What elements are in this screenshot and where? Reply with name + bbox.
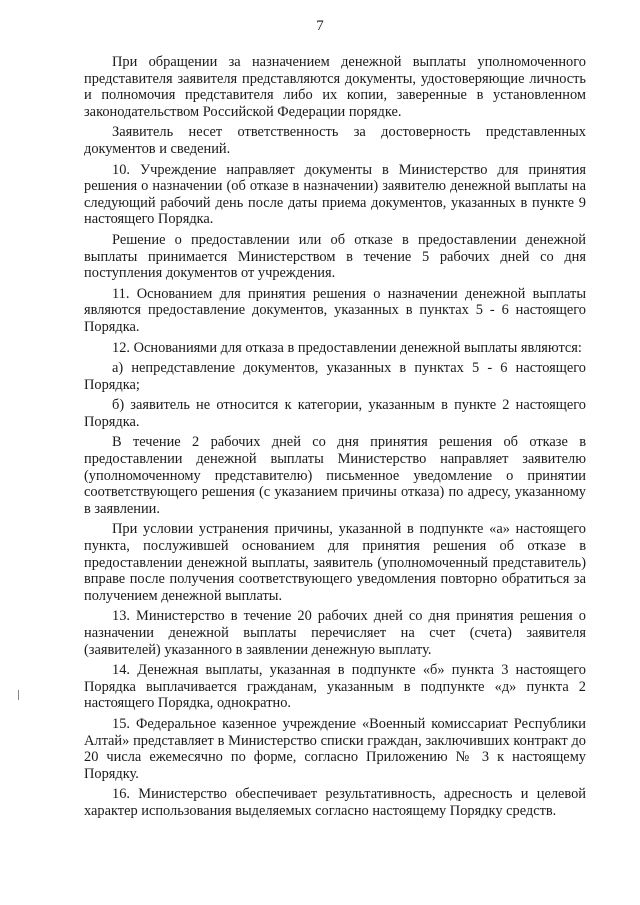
paragraph-applicant-responsibility: Заявитель несет ответственность за достоверность представленных документов и сведений.	[84, 124, 586, 157]
paragraph-refusal-notice: В течение 2 рабочих дней со дня принятия решения об отказе в предоставлении денежной выплаты Министерство направляет заявителю (уполномоченному представителю) письменное уведомление о принятии соответствующего решения (с указанием причины отказа) по адресу, указанному в заявлении.	[84, 434, 586, 517]
paragraph-decision-term: Решение о предоставлении или об отказе в предоставлении денежной выплаты принимается Министерством в течение 5 рабочих дней со дня поступления документов от учреждения.	[84, 231, 586, 282]
paragraph-item-12-b: б) заявитель не относится к категории, указанным в пункте 2 настоящего Порядка.	[84, 397, 586, 430]
page-number: 7	[316, 18, 324, 34]
document-body	[84, 54, 586, 824]
paragraph-item-15: 15. Федеральное казенное учреждение «Военный комиссариат Республики Алтай» представляет в Министерство списки граждан, заключивших контракт до 20 числа ежемесячно по форме, согласно Приложению № 3 к настоящему Порядку.	[84, 715, 586, 782]
paragraph-resubmission: При условии устранения причины, указанной в подпункте «а» настоящего пункта, послужившей основанием для принятия решения об отказе в предоставлении денежной выплаты, заявитель (уполномоченный представитель) вправе после получения соответствующего уведомления повторно обратиться за получением денежной выплаты.	[84, 521, 586, 604]
paragraph-item-14: 14. Денежная выплаты, указанная в подпункте «б» пункта 3 настоящего Порядка выплачивается гражданам, указанным в подпункте «д» пункта 2 настоящего Порядка, однократно.	[84, 662, 586, 712]
paragraph-item-16: 16. Министерство обеспечивает результативность, адресность и целевой характер использования выделяемых согласно настоящему Порядку средств.	[84, 786, 586, 819]
paragraph-representative-documents: При обращении за назначением денежной выплаты уполномоченного представителя заявителя представляются документы, удостоверяющие личность и полномочия представителя либо их копии, заверенные в установленном законодательством Российской Федерации порядке.	[84, 54, 586, 120]
paragraph-item-12-a: а) непредставление документов, указанных в пунктах 5 - 6 настоящего Порядка;	[84, 360, 586, 393]
scan-margin-mark	[18, 690, 19, 700]
paragraph-item-10: 10. Учреждение направляет документы в Министерство для принятия решения о назначении (об отказе в назначении) заявителю денежной выплаты на следующий рабочий день после даты приема документов, указанных в пункте 9 настоящего Порядка.	[84, 161, 586, 228]
paragraph-item-13: 13. Министерство в течение 20 рабочих дней со дня принятия решения о назначении денежной выплаты перечисляет на счет (счета) заявителя (заявителей) указанного в заявлении денежную выплату.	[84, 608, 586, 658]
paragraph-item-12: 12. Основаниями для отказа в предоставлении денежной выплаты являются:	[112, 339, 582, 356]
paragraph-item-11: 11. Основанием для принятия решения о назначении денежной выплаты являются предоставление документов, указанных в пунктах 5 - 6 настоящего Порядка.	[84, 285, 586, 335]
